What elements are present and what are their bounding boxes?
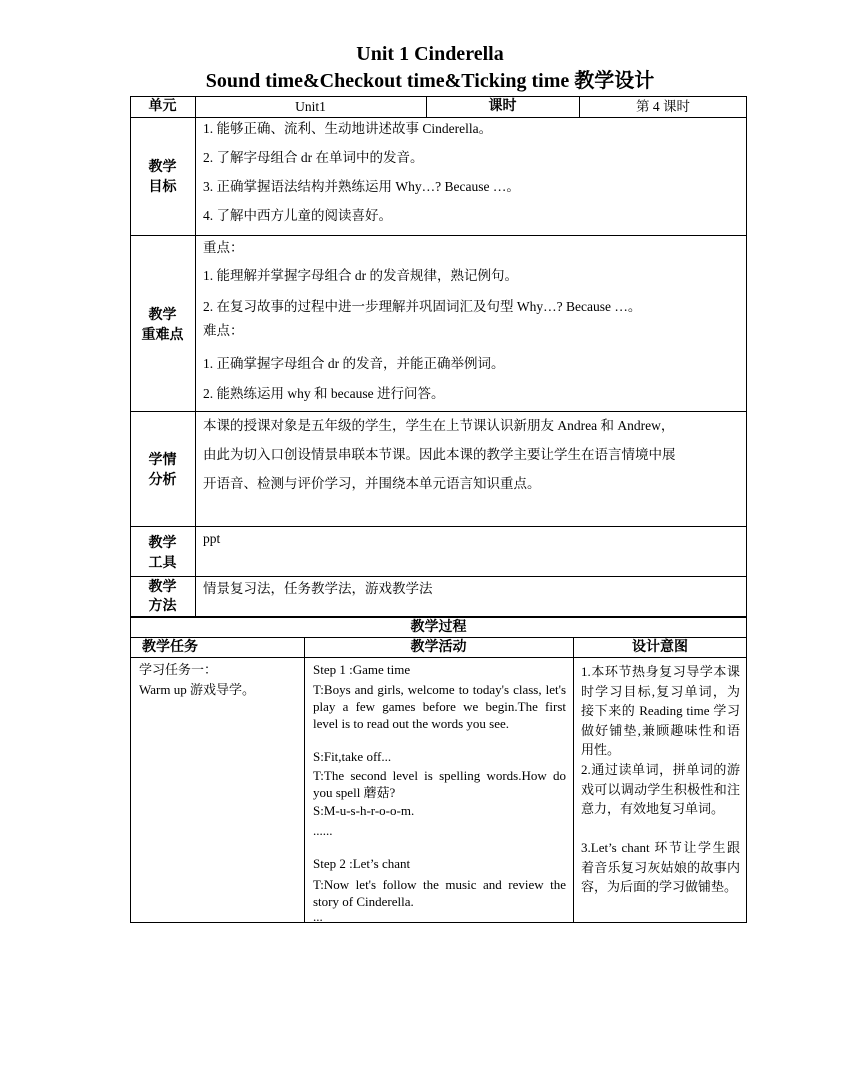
activity-line: T:Now let's follow the music and review the story of Cinderella. bbox=[313, 877, 566, 909]
key-item: 2. 在复习故事的过程中进一步理解并巩固词汇及句型 Why…? Because …。 bbox=[203, 299, 642, 314]
activity-line: ...... bbox=[313, 823, 333, 838]
task-line: 学习任务一： bbox=[139, 662, 218, 677]
intent-item: 3.Let’s chant 环节让学生跟着音乐复习灰姑娘的故事内容，为后面的学习做铺垫。 bbox=[581, 840, 740, 894]
unit-label: 单元 bbox=[148, 99, 177, 114]
goal-item: 1. 能够正确、流利、生动地讲述故事 Cinderella。 bbox=[203, 121, 493, 136]
unit-value: Unit1 bbox=[295, 99, 326, 114]
goal-item: 4. 了解中西方儿童的阅读喜好。 bbox=[203, 208, 392, 223]
goals-label-2: 目标 bbox=[148, 180, 177, 195]
goal-item: 3. 正确掌握语法结构并熟练运用 Why…? Because …。 bbox=[203, 179, 520, 194]
intent-item: 1.本环节热身复习导学本课时学习目标,复习单词，为接下来的 Reading time 学习做好铺垫,兼顾趣味性和语用性。 bbox=[581, 664, 740, 757]
activity-line: Step 2 :Let’s chant bbox=[313, 856, 411, 871]
keypoints-label-2: 重难点 bbox=[141, 328, 184, 343]
key-title: 重点： bbox=[203, 240, 244, 255]
intent-item: 2.通过读单词，拼单词的游戏可以调动学生积极性和注意力，有效地复习单词。 bbox=[581, 762, 740, 816]
lesson-label: 课时 bbox=[488, 99, 517, 114]
process-title: 教学过程 bbox=[410, 620, 467, 635]
tools-value: ppt bbox=[203, 531, 221, 546]
header-intent: 设计意图 bbox=[632, 640, 688, 655]
activity-line: T:Boys and girls, welcome to today's class, let's play a few games before we begin.The first level is to read out the words you see. bbox=[313, 682, 566, 731]
doc-subtitle: Sound time&Checkout time&Ticking time 教学设计 bbox=[205, 70, 655, 92]
analysis-line: 本课的授课对象是五年级的学生，学生在上节课认识新朋友 Andrea 和 Andrew， bbox=[203, 418, 675, 433]
keypoints-label-1: 教学 bbox=[148, 308, 177, 323]
difficult-title: 难点： bbox=[203, 323, 244, 338]
analysis-label-1: 学情 bbox=[148, 453, 177, 468]
header-activity: 教学活动 bbox=[410, 640, 467, 655]
difficult-item: 2. 能熟练运用 why 和 because 进行问答。 bbox=[203, 386, 445, 401]
header-task: 教学任务 bbox=[142, 640, 198, 655]
task-line: Warm up 游戏导学。 bbox=[139, 682, 255, 697]
methods-label-2: 方法 bbox=[148, 599, 177, 614]
activity-line: T:The second level is spelling words.How do you spell 蘑菇? bbox=[313, 768, 566, 800]
doc-title: Unit 1 Cinderella bbox=[356, 43, 504, 65]
analysis-line: 开语音、检测与评价学习，并围绕本单元语言知识重点。 bbox=[203, 476, 541, 491]
methods-value: 情景复习法，任务教学法，游戏教学法 bbox=[203, 581, 433, 596]
activity-line: S:Fit,take off... bbox=[313, 749, 392, 764]
lesson-value: 第 4 课时 bbox=[636, 99, 690, 114]
key-item: 1. 能理解并掌握字母组合 dr 的发音规律，熟记例句。 bbox=[203, 268, 518, 283]
goal-item: 2. 了解字母组合 dr 在单词中的发音。 bbox=[203, 150, 424, 165]
tools-label-1: 教学 bbox=[148, 536, 177, 551]
activity-line: S:M-u-s-h-r-o-o-m. bbox=[313, 803, 415, 818]
analysis-label-2: 分析 bbox=[148, 473, 177, 488]
analysis-line: 由此为切入口创设情景串联本节课。因此本课的教学主要让学生在语言情境中展 bbox=[203, 447, 676, 462]
goals-label-1: 教学 bbox=[148, 160, 177, 175]
methods-label-1: 教学 bbox=[148, 580, 177, 595]
difficult-item: 1. 正确掌握字母组合 dr 的发音，并能正确举例词。 bbox=[203, 356, 505, 371]
tools-label-2: 工具 bbox=[148, 556, 177, 571]
activity-line: ... bbox=[313, 909, 323, 924]
activity-line: Step 1 :Game time bbox=[313, 662, 411, 677]
